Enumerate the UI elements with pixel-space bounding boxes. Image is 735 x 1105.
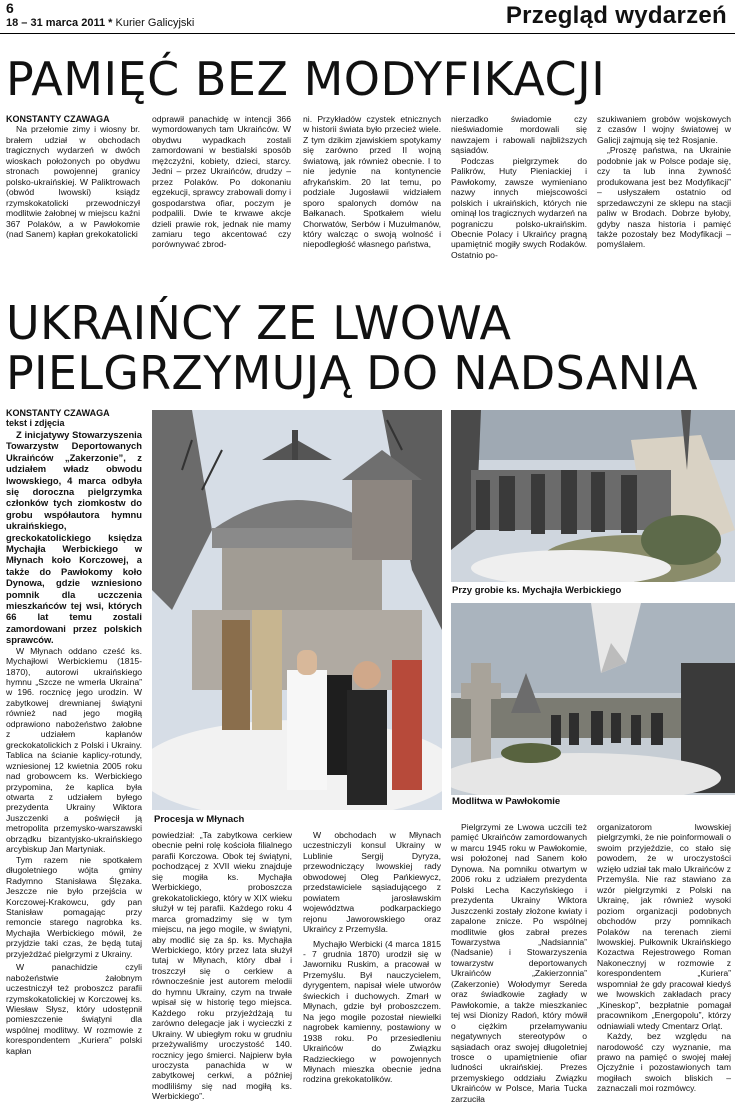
page-number: 6 [6, 0, 14, 16]
publication-name: Kurier Galicyjski [115, 17, 195, 29]
article1-author: KONSTANTY CZAWAGA [6, 114, 110, 124]
article2-column-1 [6, 408, 142, 1056]
separator-star: * [108, 17, 113, 29]
article2-author: KONSTANTY CZAWAGA [6, 408, 110, 418]
article1-col5-text: szukiwaniem grobów wojskowych z czasów I wojny światowej w Galicji zajmują się też Rosjanie. [597, 114, 731, 145]
article2-headline [6, 298, 698, 398]
caption-grave: Przy grobie ks. Mychajła Werbickiego [452, 585, 622, 596]
article1-col4-text: nierzadko świadomie czy nieświadomie mordowali się nawzajem i rabowali najbliższych sąsiadów. [451, 114, 587, 156]
date-text: 18 – 31 marca 2011 [6, 17, 106, 29]
article2-column-5 [597, 822, 731, 1094]
issue-date [6, 17, 194, 29]
article2-col2-text: powiedział: „Ta zabytkowa cerkiew obecnie pełni rolę kościoła filialnego parafii Korczowa. Obok tej świątyni, pochodzącej z XVII wieku znajduje się mogiła ks. Mychajła Werbickiego, proboszcza grekokatolickiego, który w XIX wieku służył w tej parafii. Każdego roku 4 marca gromadzimy się w tym miejscu, na jego mogile, w świątyni, aby modlić się za śp. ks. Mychajła Werbickiego, który przez lata służył tutaj w Młynach, który dbał i troszczył się o cerkiew a równocześnie jest autorem melodii do hymnu Ukrainy, czym na trwałe wpisał się w historię tego miejsca. Każdego roku przyjeżdżają tu zarówno delegacje jak i wycieczki z Ukrainy. W ubiegłym roku w grudniu przeżywaliśmy uroczystość 140. rocznicy jego śmierci. Najpierw była uroczysta panachida w w zabytkowej cerkwi, a później modliliśmy się nad mogiłą ks. Werbickiego”. [152, 830, 292, 1102]
article2-col1-p1: W Młynach oddano cześć ks. Mychajłowi Werbickiemu (1815-1870), autorowi ukraińskiego hymnu „Szcze ne wmerła Ukraina” w 196. rocznicę jego urodzin. W zabytkowej drewnianej świątyni również nad jego mogiłą odprawiono nabożeństwo żałobne z udziałem kapłanów greckokatolickich z Polski i Ukrainy. Tablica na ścianie kaplicy-rotundy, wzniesionej 12 kwietnia 2005 roku nad grobowcem ks. Werbickiego przypomina, że kaplica była otwarta z udziałem byłego prezydenta Ukrainy Wiktora Juszczenki a poświęcił ją metropolita przemysko-warszawski obrządku bizantyjsko-ukraińskiego arcybiskup Jan Martyniak. [6, 645, 142, 855]
article1-column-4 [451, 114, 587, 260]
article2-col3-p2: Mychajło Werbicki (4 marca 1815 - 7 grudnia 1870) urodził się w Jaworniku Ruskim, a pracował w Przemyślu. Był nauczycielem, dyrygentem, napisał wiele utworów świeckich i duchowych. Zmarł w Młynach, gdzie był proboszczem. Na jego mogile pozostał niewielki nagrobek kamienny, postawiony w 1938 roku. Po przesiedleniu Ukraińców do Związku Radzieckiego w powojennych Młynach mieszka obecnie jedna rodzina grekokatolików. [303, 938, 441, 1085]
section-title: Przegląd wydarzeń [505, 2, 727, 29]
article1-col2-text: odprawił panachidę w intencji 366 wymordowanych tam Ukraińców. W obydwu wypadkach zostali zamordowani w bestialski sposób mężczyźni, kobiety, dzieci, starcy. Jedni – przez Ukraińców, drudzy – przez Polaków. Po dokonaniu egzekucji, sprawcy zrabowali domy i gospodarstwa ofiar, poczym je podpalili. Dwie te krwawe akcje dzieli prawie rok, jednak nie mamy zamiaru tego akcentować czy porównywać zbrod- [152, 114, 291, 250]
procession-photo-graphic [152, 410, 442, 810]
article2-col1-p2: Tym razem nie spotkałem długoletniego wójta gminy Radymno Stanisława Ślęzaka. Jeszcze nie było przejścia w Korczowej-Krakowcu, gdy pan Stanisław pomagając przy remoncie starego nagrobka ks. Mychajła Werbickiego mówił, że przyjdzie taki czas, że będą tutaj przyjeżdżać pielgrzymi z Ukrainy. [6, 854, 142, 959]
pawlokoma-photo-graphic [451, 603, 735, 795]
article2-col5-p2: Każdy, bez względu na narodowość czy wyznanie, ma prawo na pamięć o swojej małej Ojczyźnie i pozostawionych tam mogiłach swoich bliskich – zaznaczali moi rozmówcy. [597, 1031, 731, 1094]
article2-headline-line2: PIELGRZYMUJĄ DO NADSANIA [6, 346, 698, 400]
article2-col1-p3: W panachidzie czyli nabożeństwie żałobnym uczestniczył też proboszcz parafii rzymskokatolickiej w Korczowej ks. Wiesław Słysz, który udostępnił pomieszczenie świątyni dla wspólnej modlitwy. W rozmowie z korespondentem „Kuriera” polski kapłan [6, 962, 142, 1056]
article2-col3-p1: W obchodach w Młynach uczestniczyli konsul Ukrainy w Lublinie Sergij Dyryza, przewodniczący lwowskiej rady obwodowej Oleg Pańkiewycz, przedstawiciele sąsiadującego z powiatem jarosławskim województwa podkarpackiego rejonu Jaworowskiego oraz Ukraińcy z Przemyśla. [303, 830, 441, 935]
article2-column-3 [303, 830, 441, 1085]
caption-pawlokoma: Modlitwa w Pawłokomie [452, 796, 561, 807]
article1-column-1 [6, 114, 140, 239]
article1-column-2 [152, 114, 291, 250]
article1-col1-text: Na przełomie zimy i wiosny br. brałem udział w obchodach tragicznych wydarzeń w dwóch wioskach położonych po obydwu stronach powojennej granicy polsko-ukraińskiej. W Paliktrowach (obwód lwowski) ksiądz rzymskokatolicki przewodniczył modlitwie żałobnej w miejscu kaźni 367 Polaków, a w Pawłokomie (nad Sanem) kapłan grekokatolicki [6, 124, 140, 239]
article2-col4-text: Pielgrzymi ze Lwowa uczcili też pamięć Ukraińców zamordowanych w marcu 1945 roku w Pawłokomie, wsi położonej nad Sanem koło Dynowa. Na pomniku otwartym w 2006 roku z udziałem prezydenta Polski Lecha Kaczyńskiego i prezydenta Ukrainy Wiktora Juszczenki zostały złożone kwiaty i zapalone znicze. Po wspólnej modlitwie głos zabrał prezes Towarzystwa „Nadsiannia” (Nadsanie) i Stowarzyszenia towarzystw deportowanych Ukraińców „Zakierzonnia” (Zakerzonie) Wołodymyr Sereda oraz świadkowie zagłady w Pawłokomie, a także mieszkaniec tej wsi Dionizy Radoń, który mówił o ciężkim przełamywaniu negatywnych stereotypów o sąsiadach oraz swojej długoletniej trosce o upamiętnienie ofiar ludności ukraińskiej. Prezes przemyskiego oddziału Związku Ukraińców w Polsce, Maria Tucka zarzuciła [451, 822, 587, 1104]
caption-procession: Procesja w Młynach [154, 814, 245, 825]
article1-col5b-text: „Proszę państwa, na Ukrainie podobnie jak w Polsce podaje się, czy ta lub inna żywność produkowana jest bez Modyfikacji” – usłyszałem ostatnio od sprzedawczyni ze sklepu na stacji paliw w Brodach. Dobrze byłoby, gdyby nasza historia i pamięć także pozostały bez Modyfikacji – pomyślałem. [597, 145, 731, 250]
article2-author-role: tekst i zdjęcia [6, 418, 65, 429]
photo-procession [152, 410, 442, 810]
photo-grave [451, 410, 735, 582]
page-header [0, 0, 735, 34]
article1-col3-text: ni. Przykładów czystek etnicznych w historii świata było przecież wiele. Z tym dzikim zjawiskiem spotykamy się zarówno przed II wojną światową, jak również obecnie. I to nie jedynie na kontynencie afrykańskim. 20 lat temu, po podziale Jugosławii widziałem sporo spalonych domów na Bałkanach. Spotkałem wielu Chorwatów, Serbów i Muzułmanów, który walcząc o swoją wolność i niepodległość własnego państwa, [303, 114, 441, 250]
article1-column-5 [597, 114, 731, 250]
article2-col5-p1: organizatorom lwowskiej pielgrzymki, że nie poinformowali o swoim przyjeździe, co stało się powodem, że w uroczystości wzięło udział tak mało Ukraińców z Przemyśla. Nie raz stawiano za wzór pielgrzymki z Polski na Ukrainę, jak również wysoki poziom organizacji podobnych obchodów przy pomnikach Polaków na terenach ziemi lwowskiej. Pułkownik Ukraińskiego Kozactwa Rejestrowego Roman Nakonecznyj w rozmowie z korespondentem „Kuriera” wspomniał że gdy pracował kiedyś we lwowskich zakładach pracy „Kineskop”, bezpłatnie pomagał pracownikom „Energopolu”, którzy odniawiali wtedy Cmentarz Orląt. [597, 822, 731, 1031]
article2-headline-line1: UKRAIŃCY ZE LWOWA [6, 296, 512, 350]
article1-headline: PAMIĘĆ BEZ MODYFIKACJI [6, 52, 606, 106]
article2-lead: Z inicjatywy Stowarzyszenia Towarzystw Deportowanych Ukraińców „Zakerzonie”, z udziałem władz obwodu lwowskiego, 4 marca odbyła się doroczna pielgrzymka członków tych ziomkostw do grobu współautora hymnu ukraińskiego, greckokatolickiego księdza Mychajła Werbickiego w Młynach koło Korczowej, a także do Pawłokomy koło Dynowa, gdzie wzniesiono pomnik dla uczczenia mieszkańców tej wsi, których 66 lat temu zostali zamordowani przez polskich sprawców. [6, 428, 142, 646]
photo-pawlokoma [451, 603, 735, 795]
article1-column-3 [303, 114, 441, 250]
article2-column-4 [451, 822, 587, 1104]
grave-photo-graphic [451, 410, 735, 582]
article1-col4b-text: Podczas pielgrzymek do Palikrów, Huty Pieniackiej i Pawłokomy, zawsze wymieniano nazwy innych miejscowości polskich i ukraińskich, których nie ominął los tragicznych wydarzeń na pograniczu polsko-ukraińskim. Obecnie Polacy i Ukraińcy pragną upamiętnić mogiły swych Rodaków. Ostatnio po- [451, 155, 587, 260]
article2-column-2 [152, 830, 292, 1102]
